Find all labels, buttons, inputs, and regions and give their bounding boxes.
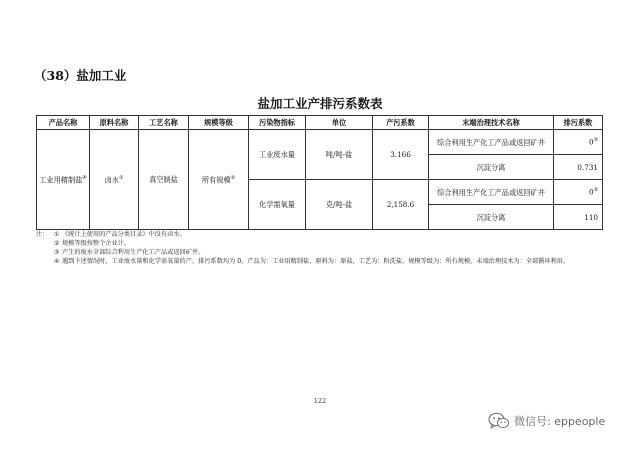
product-note-mark: ④ <box>82 174 87 181</box>
pollutant-cell: 工业废水量 <box>249 130 306 180</box>
wechat-watermark <box>488 412 605 430</box>
table-title: 盐加工业产排污系数表 <box>257 96 383 111</box>
scale-name: 所有规模 <box>201 175 231 185</box>
process-cell: 真空制盐 <box>139 130 189 230</box>
scale-note-mark: ② <box>230 174 236 181</box>
header-unit: 单位 <box>306 116 373 130</box>
header-generation-coef: 产污系数 <box>373 116 429 130</box>
product-cell <box>37 130 90 230</box>
generation-coef-cell: 2,158.6 <box>373 180 429 230</box>
footnote-text: 产生的废水全部综合利用生产化工产品或返回矿井。 <box>62 249 205 256</box>
footnote-number: ① <box>54 231 60 238</box>
discharge-coef-value: 0 <box>588 137 594 147</box>
discharge-coef-cell: 110 <box>554 205 603 230</box>
table-header-row <box>37 116 603 130</box>
footnote <box>36 239 606 248</box>
header-process: 工艺名称 <box>139 116 189 130</box>
footnote-text: 《统计上使用的产品分类目录》中没有卤水。 <box>62 231 186 238</box>
table-row <box>37 130 603 155</box>
header-scale: 规模等级 <box>189 116 249 130</box>
header-discharge-coef: 排污系数 <box>554 116 603 130</box>
technology-cell: 综合利用生产化工产品或返回矿井 <box>429 130 554 155</box>
technology-cell: 综合利用生产化工产品或返回矿井 <box>429 180 554 205</box>
discharge-coef-value: 0 <box>588 187 594 197</box>
section-heading: （38）盐加工业 <box>34 68 127 83</box>
scale-cell <box>189 130 249 230</box>
emission-coefficient-table <box>36 115 603 230</box>
header-technology: 末端治理技术名称 <box>429 116 554 130</box>
footnote-text: 遇到下述情况时，工业废水量和化学需氧量的产、排污系数均为 0。产品为：工业用精制盐，原料为：原盐，工艺为：粉洗盐，规模等级为：所有规模，末端治理技术为：全部循环利用。 <box>62 258 570 265</box>
watermark-text: 微信号: eppeople <box>514 415 606 428</box>
footnote <box>36 230 606 239</box>
footnote <box>36 257 606 266</box>
product-name: 工业用精制盐 <box>39 175 83 185</box>
discharge-coef-cell <box>554 130 603 155</box>
footnote-number: ③ <box>54 249 60 256</box>
technology-cell: 沉淀分离 <box>429 205 554 230</box>
footnote-number: ② <box>54 240 60 247</box>
technology-cell: 沉淀分离 <box>429 155 554 180</box>
discharge-note-mark: ③ <box>593 187 598 194</box>
unit-cell: 克/吨-盐 <box>306 180 373 230</box>
header-pollutant: 污染物指标 <box>249 116 306 130</box>
discharge-coef-cell <box>554 180 603 205</box>
footnote-label: 注： <box>36 231 49 238</box>
footnote-text: 规模等级按整个企业计。 <box>62 240 131 247</box>
header-raw-material: 原料名称 <box>90 116 139 130</box>
discharge-note-mark: ③ <box>593 137 598 144</box>
raw-material-cell <box>90 130 139 230</box>
generation-coef-cell: 3.166 <box>373 130 429 180</box>
footnote-number: ④ <box>54 258 60 265</box>
footnote <box>36 248 606 257</box>
wechat-icon <box>488 412 510 430</box>
discharge-coef-cell: 0.731 <box>554 155 603 180</box>
pollutant-cell: 化学需氧量 <box>249 180 306 230</box>
page-number: 122 <box>313 397 327 405</box>
header-product: 产品名称 <box>37 116 90 130</box>
footnotes <box>36 230 606 266</box>
raw-material-note-mark: ① <box>118 174 124 181</box>
raw-material-name: 卤水 <box>104 175 119 185</box>
unit-cell: 吨/吨-盐 <box>306 130 373 180</box>
